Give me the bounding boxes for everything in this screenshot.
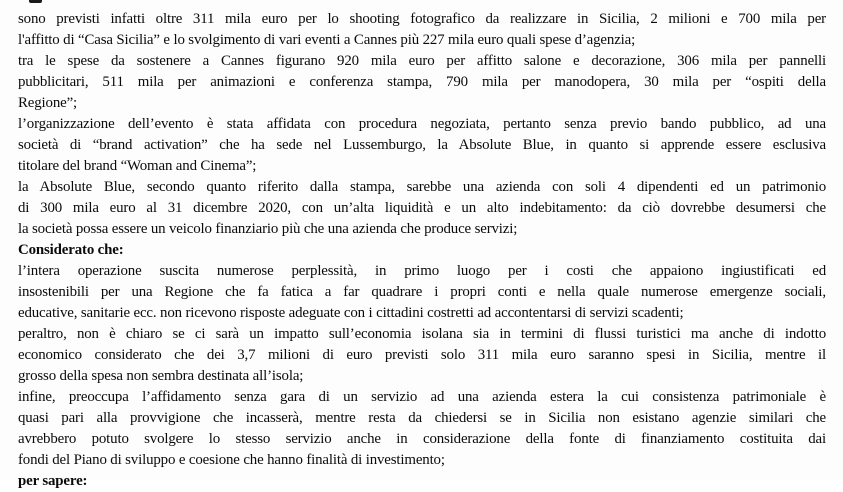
document-line: Considerato che: xyxy=(18,242,124,258)
document-line: l'affitto di “Casa Sicilia” e lo svolgimento di vari eventi a Cannes più 227 mila euro quali spese d’agenzia; xyxy=(18,32,636,48)
document-line: avrebbero potuto svolgere lo stesso servizio anche in considerazione della fonte di finanziamento costituita dai xyxy=(18,431,826,447)
document-line: tra le spese da sostenere a Cannes figurano 920 mila euro per affitto salone e decorazione, 306 mila per pannelli xyxy=(18,53,826,69)
document-line: pubblicitari, 511 mila per animazioni e conferenza stampa, 790 mila per manodopera, 30 mila per “ospiti della xyxy=(18,74,826,90)
clipped-previous-line-artifact xyxy=(29,0,42,3)
document-line: economico considerato che dei 3,7 milioni di euro previsti solo 311 mila euro saranno spesi in Sicilia, mentre il xyxy=(18,347,826,363)
document-line: sono previsti infatti oltre 311 mila euro per lo shooting fotografico da realizzare in Sicilia, 2 milioni e 700 mila per xyxy=(18,11,826,27)
document-line: educative, sanitarie ecc. non ricevono risposte adeguate con i cittadini costretti ad accontentarsi di servizi scadenti; xyxy=(18,305,684,321)
paragraph xyxy=(18,261,826,324)
document-line: per sapere: xyxy=(18,473,88,489)
document-line: peraltro, non è chiaro se ci sarà un impatto sull’economia isolana sia in termini di flussi turistici ma anche di indotto xyxy=(18,326,826,342)
document-line: la Absolute Blue, secondo quanto riferito dalla stampa, sarebbe una azienda con soli 4 dipendenti ed un patrimonio xyxy=(18,179,826,195)
document-line: di 300 mila euro al 31 dicembre 2020, con un’alta liquidità e un alto indebitamento: da ciò dovrebbe desumersi che xyxy=(18,200,826,216)
paragraph xyxy=(18,177,826,240)
document-line: quasi pari alla provvigione che incasserà, mentre resta da chiedersi se in Sicilia non esistano agenzie similari che xyxy=(18,410,826,426)
paragraph xyxy=(18,114,826,177)
document-line: l’organizzazione dell’evento è stata affidata con procedura negoziata, pertanto senza previo bando pubblico, ad una xyxy=(18,116,826,132)
document-line: infine, preoccupa l’affidamento senza gara di un servizio ad una azienda estera la cui consistenza patrimoniale è xyxy=(18,389,826,405)
document-line: grosso della spesa non sembra destinata all’isola; xyxy=(18,368,304,384)
document-line: titolare del brand “Woman and Cinema”; xyxy=(18,158,257,174)
document-line: insostenibili per una Regione che fa fatica a far quadrare i propri conti e nella quale numerose emergenze sociali, xyxy=(18,284,826,300)
document-text xyxy=(18,9,826,492)
document-line: società di “brand activation” che ha sede nel Lussemburgo, la Absolute Blue, in quanto si apprende essere esclusiva xyxy=(18,137,826,153)
document-line: l’intera operazione suscita numerose perplessità, in primo luogo per i costi che appaiono ingiustificati ed xyxy=(18,263,826,279)
paragraph xyxy=(18,387,826,471)
section-heading xyxy=(18,471,826,492)
paragraph xyxy=(18,324,826,387)
paragraph xyxy=(18,9,826,51)
document-line: Regione”; xyxy=(18,95,78,111)
document-line: la società possa essere un veicolo finanziario più che una azienda che produce servizi; xyxy=(18,221,518,237)
section-heading xyxy=(18,240,826,261)
document-line: fondi del Piano di sviluppo e coesione che hanno finalità di investimento; xyxy=(18,452,445,468)
paragraph xyxy=(18,51,826,114)
